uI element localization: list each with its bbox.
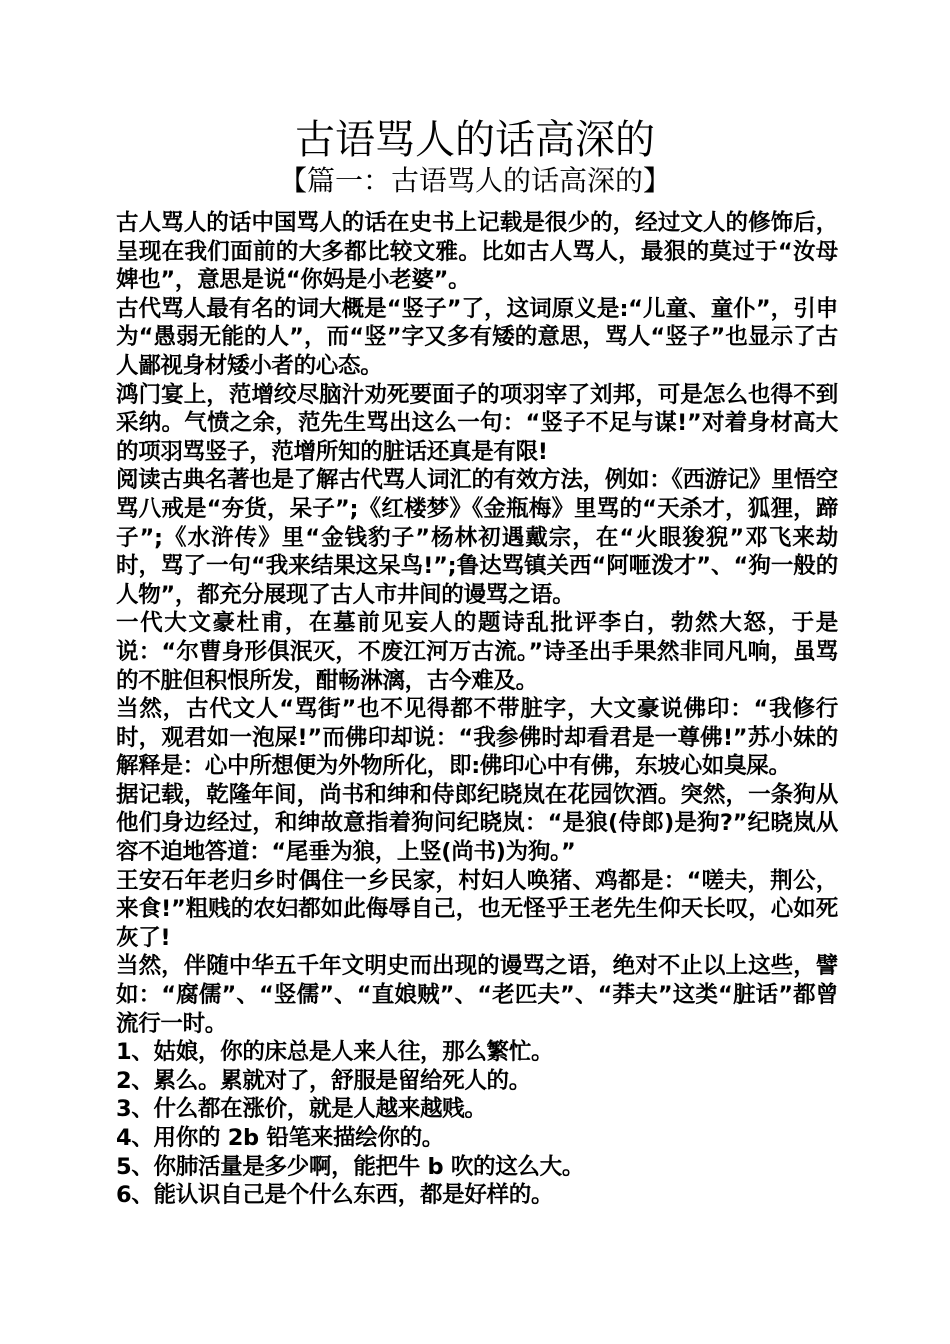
list-item: 2、累么。累就对了，舒服是留给死人的。 xyxy=(116,1067,531,1094)
paragraph: 古人骂人的话中国骂人的话在史书上记载是很少的，经过文人的修饰后，呈现在我们面前的大多都比较文雅。比如古人骂人，最狠的莫过于“汝母婢也”，意思是说“你妈是小老婆”。 xyxy=(116,210,838,294)
numbered-list xyxy=(116,1038,838,1210)
paragraph: 王安石年老归乡时偶住一乡民家，村妇人唤猪、鸡都是：“嗟夫，荆公，来食!”粗贱的农妇都如此侮辱自己，也无怪乎王老先生仰天长叹，心如死灰了! xyxy=(116,867,838,951)
paragraph: 一代大文豪杜甫，在墓前见妄人的题诗乱批评李白，勃然大怒，于是说：“尔曹身形俱泯灭，不废江河万古流。”诗圣出手果然非同凡响，虽骂的不脏但积恨所发，酣畅淋漓，古今难及。 xyxy=(116,610,838,694)
paragraph: 当然，伴随中华五千年文明史而出现的谩骂之语，绝对不止以上这些，譬如：“腐儒”、“竖儒”、“直娘贼”、“老匹夫”、“莽夫”这类“脏话”都曾流行一时。 xyxy=(116,953,838,1037)
paragraph: 据记载，乾隆年间，尚书和绅和侍郎纪晓岚在花园饮酒。突然，一条狗从他们身边经过，和绅故意指着狗问纪晓岚：“是狼(侍郎)是狗?”纪晓岚从容不迫地答道：“尾垂为狼，上竖(尚书)为狗。” xyxy=(116,781,838,866)
list-item: 1、姑娘，你的床总是人来人往，那么繁忙。 xyxy=(116,1039,554,1066)
list-item: 6、能认识自己是个什么东西，都是好样的。 xyxy=(116,1182,554,1209)
paragraph: 当然，古代文人“骂街”也不见得都不带脏字，大文豪说佛印：“我修行时，观君如一泡屎!”而佛印却说：“我参佛时却看君是一尊佛!”苏小妹的解释是：心中所想便为外物所化，即:佛印心中有佛，东坡心如臭屎。 xyxy=(116,696,838,780)
list-item: 3、什么都在涨价，就是人越来越贱。 xyxy=(116,1096,487,1123)
list-item: 4、用你的 2b 铅笔来描绘你的。 xyxy=(116,1125,444,1151)
list-item: 5、你肺活量是多少啊，能把牛 b 吹的这么大。 xyxy=(116,1153,585,1180)
paragraph: 鸿门宴上，范增绞尽脑汁劝死要面子的项羽宰了刘邦，可是怎么也得不到采纳。气愤之余，范先生骂出这么一句：“竖子不足与谋!”对着身材高大的项羽骂竖子，范增所知的脏话还真是有限! xyxy=(116,381,838,465)
paragraph: 阅读古典名著也是了解古代骂人词汇的有效方法，例如：《西游记》里悟空骂八戒是“夯货，呆子”;《红楼梦》《金瓶梅》里骂的“天杀才，狐狸，蹄子”;《水浒传》里“金钱豹子”杨林初遇戴宗，在“火眼狻猊”邓飞来劫时，骂了一句“我来结果这呆鸟!”;鲁达骂镇关西“阿咂泼才”、“狗一般的人物”，都充分展现了古人市井间的谩骂之语。 xyxy=(116,467,838,608)
document-title: 古语骂人的话高深的 xyxy=(295,117,655,163)
document-subtitle: 【篇一：古语骂人的话高深的】 xyxy=(278,164,671,197)
document-body xyxy=(116,209,838,1210)
paragraph: 古代骂人最有名的词大概是“竖子”了，这词原义是:“儿童、童仆”，引申为“愚弱无能的人”，而“竖”字又多有矮的意思，骂人“竖子”也显示了古人鄙视身材矮小者的心态。 xyxy=(116,295,838,379)
